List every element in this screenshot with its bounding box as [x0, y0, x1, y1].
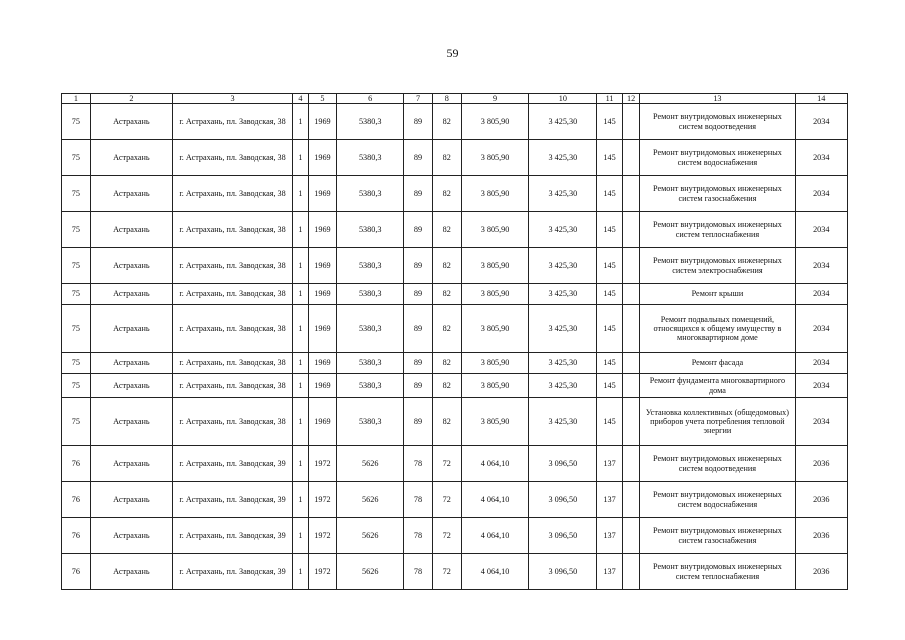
- count-11: 145: [597, 176, 623, 212]
- work-type: Ремонт внутридомовых инженерных систем теплоснабжения: [640, 554, 795, 590]
- work-type: Ремонт крыши: [640, 284, 795, 305]
- row-number: 76: [62, 518, 91, 554]
- planned-year: 2034: [795, 140, 848, 176]
- area: 5626: [337, 554, 404, 590]
- year: 1969: [308, 104, 337, 140]
- field-8: 82: [432, 284, 461, 305]
- row-number: 75: [62, 212, 91, 248]
- area: 5380,3: [337, 353, 404, 374]
- field-8: 82: [432, 212, 461, 248]
- page-number: 59: [446, 46, 459, 60]
- field-4: 1: [293, 554, 308, 590]
- municipality: Астрахань: [90, 284, 172, 305]
- planned-year: 2036: [795, 446, 848, 482]
- table-row: [62, 446, 848, 482]
- municipality: Астрахань: [90, 248, 172, 284]
- count-11: 145: [597, 248, 623, 284]
- area: 5380,3: [337, 284, 404, 305]
- count-11: 137: [597, 518, 623, 554]
- value-10: 3 425,30: [529, 140, 597, 176]
- field-12: [622, 554, 639, 590]
- row-number: 75: [62, 305, 91, 353]
- work-type: Ремонт подвальных помещений, относящихся к общему имуществу в многоквартирном доме: [640, 305, 795, 353]
- municipality: Астрахань: [90, 212, 172, 248]
- field-8: 82: [432, 305, 461, 353]
- work-type: Ремонт внутридомовых инженерных систем теплоснабжения: [640, 212, 795, 248]
- area: 5626: [337, 518, 404, 554]
- field-4: 1: [293, 353, 308, 374]
- field-8: 72: [432, 482, 461, 518]
- table-row: [62, 353, 848, 374]
- planned-year: 2034: [795, 284, 848, 305]
- area: 5380,3: [337, 140, 404, 176]
- field-12: [622, 305, 639, 353]
- field-4: 1: [293, 482, 308, 518]
- field-4: 1: [293, 305, 308, 353]
- table-row: [62, 284, 848, 305]
- planned-year: 2034: [795, 248, 848, 284]
- year: 1969: [308, 248, 337, 284]
- planned-year: 2034: [795, 374, 848, 398]
- field-12: [622, 248, 639, 284]
- municipality: Астрахань: [90, 140, 172, 176]
- municipality: Астрахань: [90, 305, 172, 353]
- value-9: 4 064,10: [461, 446, 529, 482]
- column-number-11: 11: [597, 94, 623, 104]
- area: 5380,3: [337, 104, 404, 140]
- value-10: 3 096,50: [529, 554, 597, 590]
- municipality: Астрахань: [90, 482, 172, 518]
- area: 5626: [337, 482, 404, 518]
- area: 5380,3: [337, 374, 404, 398]
- year: 1969: [308, 176, 337, 212]
- count-11: 145: [597, 284, 623, 305]
- table-row: [62, 554, 848, 590]
- count-11: 137: [597, 554, 623, 590]
- year: 1972: [308, 446, 337, 482]
- table-row: [62, 104, 848, 140]
- row-number: 76: [62, 482, 91, 518]
- field-12: [622, 212, 639, 248]
- row-number: 75: [62, 140, 91, 176]
- area: 5380,3: [337, 248, 404, 284]
- work-type: Ремонт внутридомовых инженерных систем электроснабжения: [640, 248, 795, 284]
- planned-year: 2034: [795, 398, 848, 446]
- count-11: 145: [597, 398, 623, 446]
- field-7: 78: [404, 518, 433, 554]
- work-type: Ремонт внутридомовых инженерных систем газоснабжения: [640, 518, 795, 554]
- planned-year: 2034: [795, 104, 848, 140]
- column-number-4: 4: [293, 94, 308, 104]
- year: 1969: [308, 305, 337, 353]
- planned-year: 2034: [795, 353, 848, 374]
- value-9: 3 805,90: [461, 374, 529, 398]
- field-7: 89: [404, 353, 433, 374]
- field-7: 89: [404, 398, 433, 446]
- column-number-2: 2: [90, 94, 172, 104]
- row-number: 76: [62, 446, 91, 482]
- year: 1972: [308, 482, 337, 518]
- row-number: 75: [62, 353, 91, 374]
- value-10: 3 425,30: [529, 212, 597, 248]
- row-number: 75: [62, 284, 91, 305]
- value-10: 3 096,50: [529, 482, 597, 518]
- field-7: 89: [404, 284, 433, 305]
- field-8: 82: [432, 374, 461, 398]
- field-8: 82: [432, 104, 461, 140]
- value-9: 3 805,90: [461, 398, 529, 446]
- row-number: 76: [62, 554, 91, 590]
- municipality: Астрахань: [90, 104, 172, 140]
- address: г. Астрахань, пл. Заводская, 39: [172, 518, 292, 554]
- address: г. Астрахань, пл. Заводская, 38: [172, 398, 292, 446]
- field-7: 78: [404, 446, 433, 482]
- field-12: [622, 104, 639, 140]
- address: г. Астрахань, пл. Заводская, 39: [172, 482, 292, 518]
- field-7: 78: [404, 554, 433, 590]
- field-12: [622, 284, 639, 305]
- column-number-6: 6: [337, 94, 404, 104]
- field-7: 89: [404, 140, 433, 176]
- value-9: 3 805,90: [461, 353, 529, 374]
- year: 1969: [308, 374, 337, 398]
- value-10: 3 096,50: [529, 446, 597, 482]
- data-table: [61, 93, 848, 590]
- field-4: 1: [293, 176, 308, 212]
- field-4: 1: [293, 446, 308, 482]
- year: 1969: [308, 212, 337, 248]
- column-number-9: 9: [461, 94, 529, 104]
- area: 5380,3: [337, 305, 404, 353]
- field-7: 89: [404, 374, 433, 398]
- value-10: 3 096,50: [529, 518, 597, 554]
- field-7: 89: [404, 104, 433, 140]
- field-12: [622, 374, 639, 398]
- work-type: Установка коллективных (общедомовых) приборов учета потребления тепловой энергии: [640, 398, 795, 446]
- count-11: 145: [597, 305, 623, 353]
- field-7: 78: [404, 482, 433, 518]
- field-8: 82: [432, 248, 461, 284]
- year: 1969: [308, 398, 337, 446]
- area: 5626: [337, 446, 404, 482]
- municipality: Астрахань: [90, 176, 172, 212]
- column-number-1: 1: [62, 94, 91, 104]
- municipality: Астрахань: [90, 446, 172, 482]
- field-7: 89: [404, 212, 433, 248]
- table-row: [62, 176, 848, 212]
- value-9: 3 805,90: [461, 284, 529, 305]
- address: г. Астрахань, пл. Заводская, 39: [172, 554, 292, 590]
- year: 1972: [308, 518, 337, 554]
- planned-year: 2034: [795, 212, 848, 248]
- address: г. Астрахань, пл. Заводская, 38: [172, 104, 292, 140]
- field-12: [622, 398, 639, 446]
- address: г. Астрахань, пл. Заводская, 38: [172, 353, 292, 374]
- table-row: [62, 140, 848, 176]
- area: 5380,3: [337, 212, 404, 248]
- address: г. Астрахань, пл. Заводская, 38: [172, 140, 292, 176]
- address: г. Астрахань, пл. Заводская, 38: [172, 374, 292, 398]
- municipality: Астрахань: [90, 374, 172, 398]
- area: 5380,3: [337, 176, 404, 212]
- value-9: 3 805,90: [461, 248, 529, 284]
- year: 1969: [308, 140, 337, 176]
- row-number: 75: [62, 248, 91, 284]
- value-10: 3 425,30: [529, 374, 597, 398]
- planned-year: 2036: [795, 554, 848, 590]
- column-number-8: 8: [432, 94, 461, 104]
- work-type: Ремонт фундамента многоквартирного дома: [640, 374, 795, 398]
- column-number-5: 5: [308, 94, 337, 104]
- field-12: [622, 353, 639, 374]
- municipality: Астрахань: [90, 398, 172, 446]
- address: г. Астрахань, пл. Заводская, 38: [172, 305, 292, 353]
- table-body: [62, 104, 848, 590]
- field-7: 89: [404, 248, 433, 284]
- work-type: Ремонт внутридомовых инженерных систем водоотведения: [640, 104, 795, 140]
- municipality: Астрахань: [90, 353, 172, 374]
- row-number: 75: [62, 104, 91, 140]
- field-12: [622, 176, 639, 212]
- address: г. Астрахань, пл. Заводская, 38: [172, 284, 292, 305]
- year: 1969: [308, 353, 337, 374]
- address: г. Астрахань, пл. Заводская, 38: [172, 248, 292, 284]
- value-9: 3 805,90: [461, 212, 529, 248]
- field-8: 82: [432, 176, 461, 212]
- row-number: 75: [62, 176, 91, 212]
- value-9: 3 805,90: [461, 176, 529, 212]
- header-row: [62, 94, 848, 104]
- field-12: [622, 518, 639, 554]
- table-row: [62, 482, 848, 518]
- work-type: Ремонт внутридомовых инженерных систем водоснабжения: [640, 140, 795, 176]
- field-4: 1: [293, 518, 308, 554]
- table-row: [62, 212, 848, 248]
- work-type: Ремонт внутридомовых инженерных систем водоотведения: [640, 446, 795, 482]
- field-7: 89: [404, 305, 433, 353]
- value-9: 3 805,90: [461, 104, 529, 140]
- field-4: 1: [293, 104, 308, 140]
- work-type: Ремонт внутридомовых инженерных систем водоснабжения: [640, 482, 795, 518]
- column-number-12: 12: [622, 94, 639, 104]
- row-number: 75: [62, 374, 91, 398]
- field-12: [622, 482, 639, 518]
- field-8: 72: [432, 554, 461, 590]
- year: 1972: [308, 554, 337, 590]
- count-11: 145: [597, 140, 623, 176]
- field-12: [622, 140, 639, 176]
- value-10: 3 425,30: [529, 248, 597, 284]
- count-11: 137: [597, 482, 623, 518]
- column-number-7: 7: [404, 94, 433, 104]
- field-4: 1: [293, 248, 308, 284]
- field-8: 72: [432, 518, 461, 554]
- value-10: 3 425,30: [529, 353, 597, 374]
- address: г. Астрахань, пл. Заводская, 39: [172, 446, 292, 482]
- row-number: 75: [62, 398, 91, 446]
- table-row: [62, 248, 848, 284]
- field-4: 1: [293, 398, 308, 446]
- value-9: 4 064,10: [461, 554, 529, 590]
- field-12: [622, 446, 639, 482]
- planned-year: 2036: [795, 482, 848, 518]
- value-9: 4 064,10: [461, 482, 529, 518]
- count-11: 145: [597, 374, 623, 398]
- column-number-14: 14: [795, 94, 848, 104]
- value-10: 3 425,30: [529, 398, 597, 446]
- column-number-header: [62, 94, 848, 104]
- value-9: 4 064,10: [461, 518, 529, 554]
- table-row: [62, 398, 848, 446]
- count-11: 145: [597, 104, 623, 140]
- field-4: 1: [293, 140, 308, 176]
- field-4: 1: [293, 374, 308, 398]
- planned-year: 2034: [795, 176, 848, 212]
- field-4: 1: [293, 212, 308, 248]
- year: 1969: [308, 284, 337, 305]
- work-type: Ремонт внутридомовых инженерных систем газоснабжения: [640, 176, 795, 212]
- column-number-10: 10: [529, 94, 597, 104]
- count-11: 137: [597, 446, 623, 482]
- municipality: Астрахань: [90, 518, 172, 554]
- address: г. Астрахань, пл. Заводская, 38: [172, 212, 292, 248]
- count-11: 145: [597, 353, 623, 374]
- planned-year: 2034: [795, 305, 848, 353]
- column-number-3: 3: [172, 94, 292, 104]
- value-9: 3 805,90: [461, 305, 529, 353]
- field-4: 1: [293, 284, 308, 305]
- value-10: 3 425,30: [529, 305, 597, 353]
- value-10: 3 425,30: [529, 104, 597, 140]
- field-8: 72: [432, 446, 461, 482]
- value-10: 3 425,30: [529, 284, 597, 305]
- count-11: 145: [597, 212, 623, 248]
- work-type: Ремонт фасада: [640, 353, 795, 374]
- field-8: 82: [432, 398, 461, 446]
- field-7: 89: [404, 176, 433, 212]
- address: г. Астрахань, пл. Заводская, 38: [172, 176, 292, 212]
- field-8: 82: [432, 140, 461, 176]
- column-number-13: 13: [640, 94, 795, 104]
- table-row: [62, 305, 848, 353]
- table-row: [62, 374, 848, 398]
- table-row: [62, 518, 848, 554]
- municipality: Астрахань: [90, 554, 172, 590]
- area: 5380,3: [337, 398, 404, 446]
- value-10: 3 425,30: [529, 176, 597, 212]
- field-8: 82: [432, 353, 461, 374]
- value-9: 3 805,90: [461, 140, 529, 176]
- planned-year: 2036: [795, 518, 848, 554]
